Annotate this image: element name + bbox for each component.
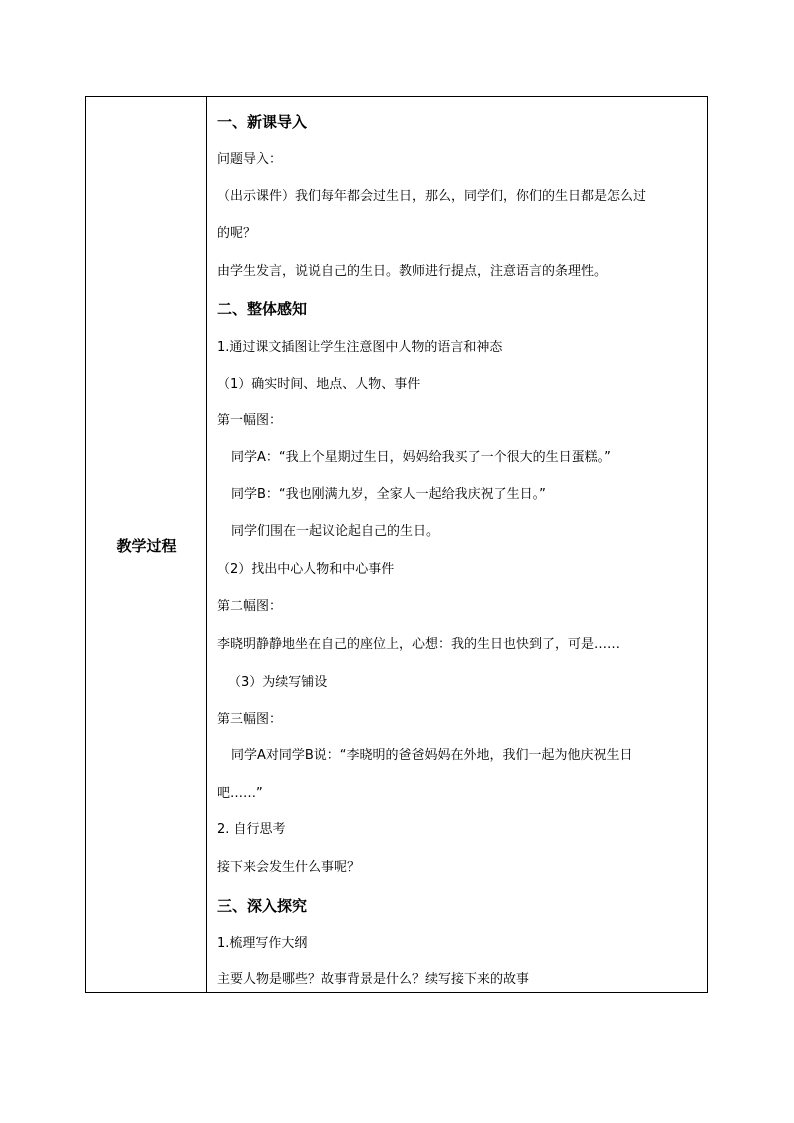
- section-heading: 一、新课导入: [217, 113, 308, 131]
- content-line: （出示课件）我们每年都会过生日，那么，同学们，你们的生日都是怎么过: [217, 189, 647, 204]
- content-line: （1）确实时间、地点、人物、事件: [217, 377, 421, 392]
- content-line: 的呢？: [217, 226, 257, 241]
- content-line: 主要人物是哪些？故事背景是什么？续写接下来的故事: [217, 972, 530, 987]
- content-line: 同学B：“我也刚满九岁，全家人一起给我庆祝了生日。”: [231, 487, 546, 502]
- content-line: 吧……”: [217, 786, 263, 801]
- row-label: 教学过程: [116, 537, 177, 555]
- content-line: 李晓明静静地坐在自己的座位上，心想：我的生日也快到了，可是……: [217, 637, 621, 652]
- content-line: 接下来会发生什么事呢？: [217, 860, 361, 875]
- content-cell: [208, 97, 707, 992]
- content-line: （2）找出中心人物和中心事件: [217, 562, 395, 577]
- content-line: 第一幅图：: [217, 413, 283, 428]
- section-heading: 二、整体感知: [217, 300, 308, 318]
- section-heading: 三、深入探究: [217, 897, 308, 915]
- lesson-plan-table: [85, 96, 708, 993]
- row-label-cell: [86, 97, 207, 992]
- content-line: 1.通过课文插图让学生注意图中人物的语言和神态: [217, 340, 503, 355]
- content-line: 同学A对同学B说：“李晓明的爸爸妈妈在外地，我们一起为他庆祝生日: [231, 748, 633, 763]
- content-line: 1.梳理写作大纲: [217, 936, 308, 951]
- content-line: 同学A：“我上个星期过生日，妈妈给我买了一个很大的生日蛋糕。”: [231, 450, 611, 465]
- content-line: 问题导入：: [217, 152, 283, 167]
- content-line: （3）为续写铺设: [228, 675, 328, 690]
- content-line: 同学们围在一起议论起自己的生日。: [231, 524, 440, 539]
- content-line: 第二幅图：: [217, 599, 283, 614]
- content-line: 2. 自行思考: [217, 822, 286, 837]
- content-line: 由学生发言，说说自己的生日。教师进行提点，注意语言的条理性。: [217, 264, 608, 279]
- content-line: 第三幅图：: [217, 712, 283, 727]
